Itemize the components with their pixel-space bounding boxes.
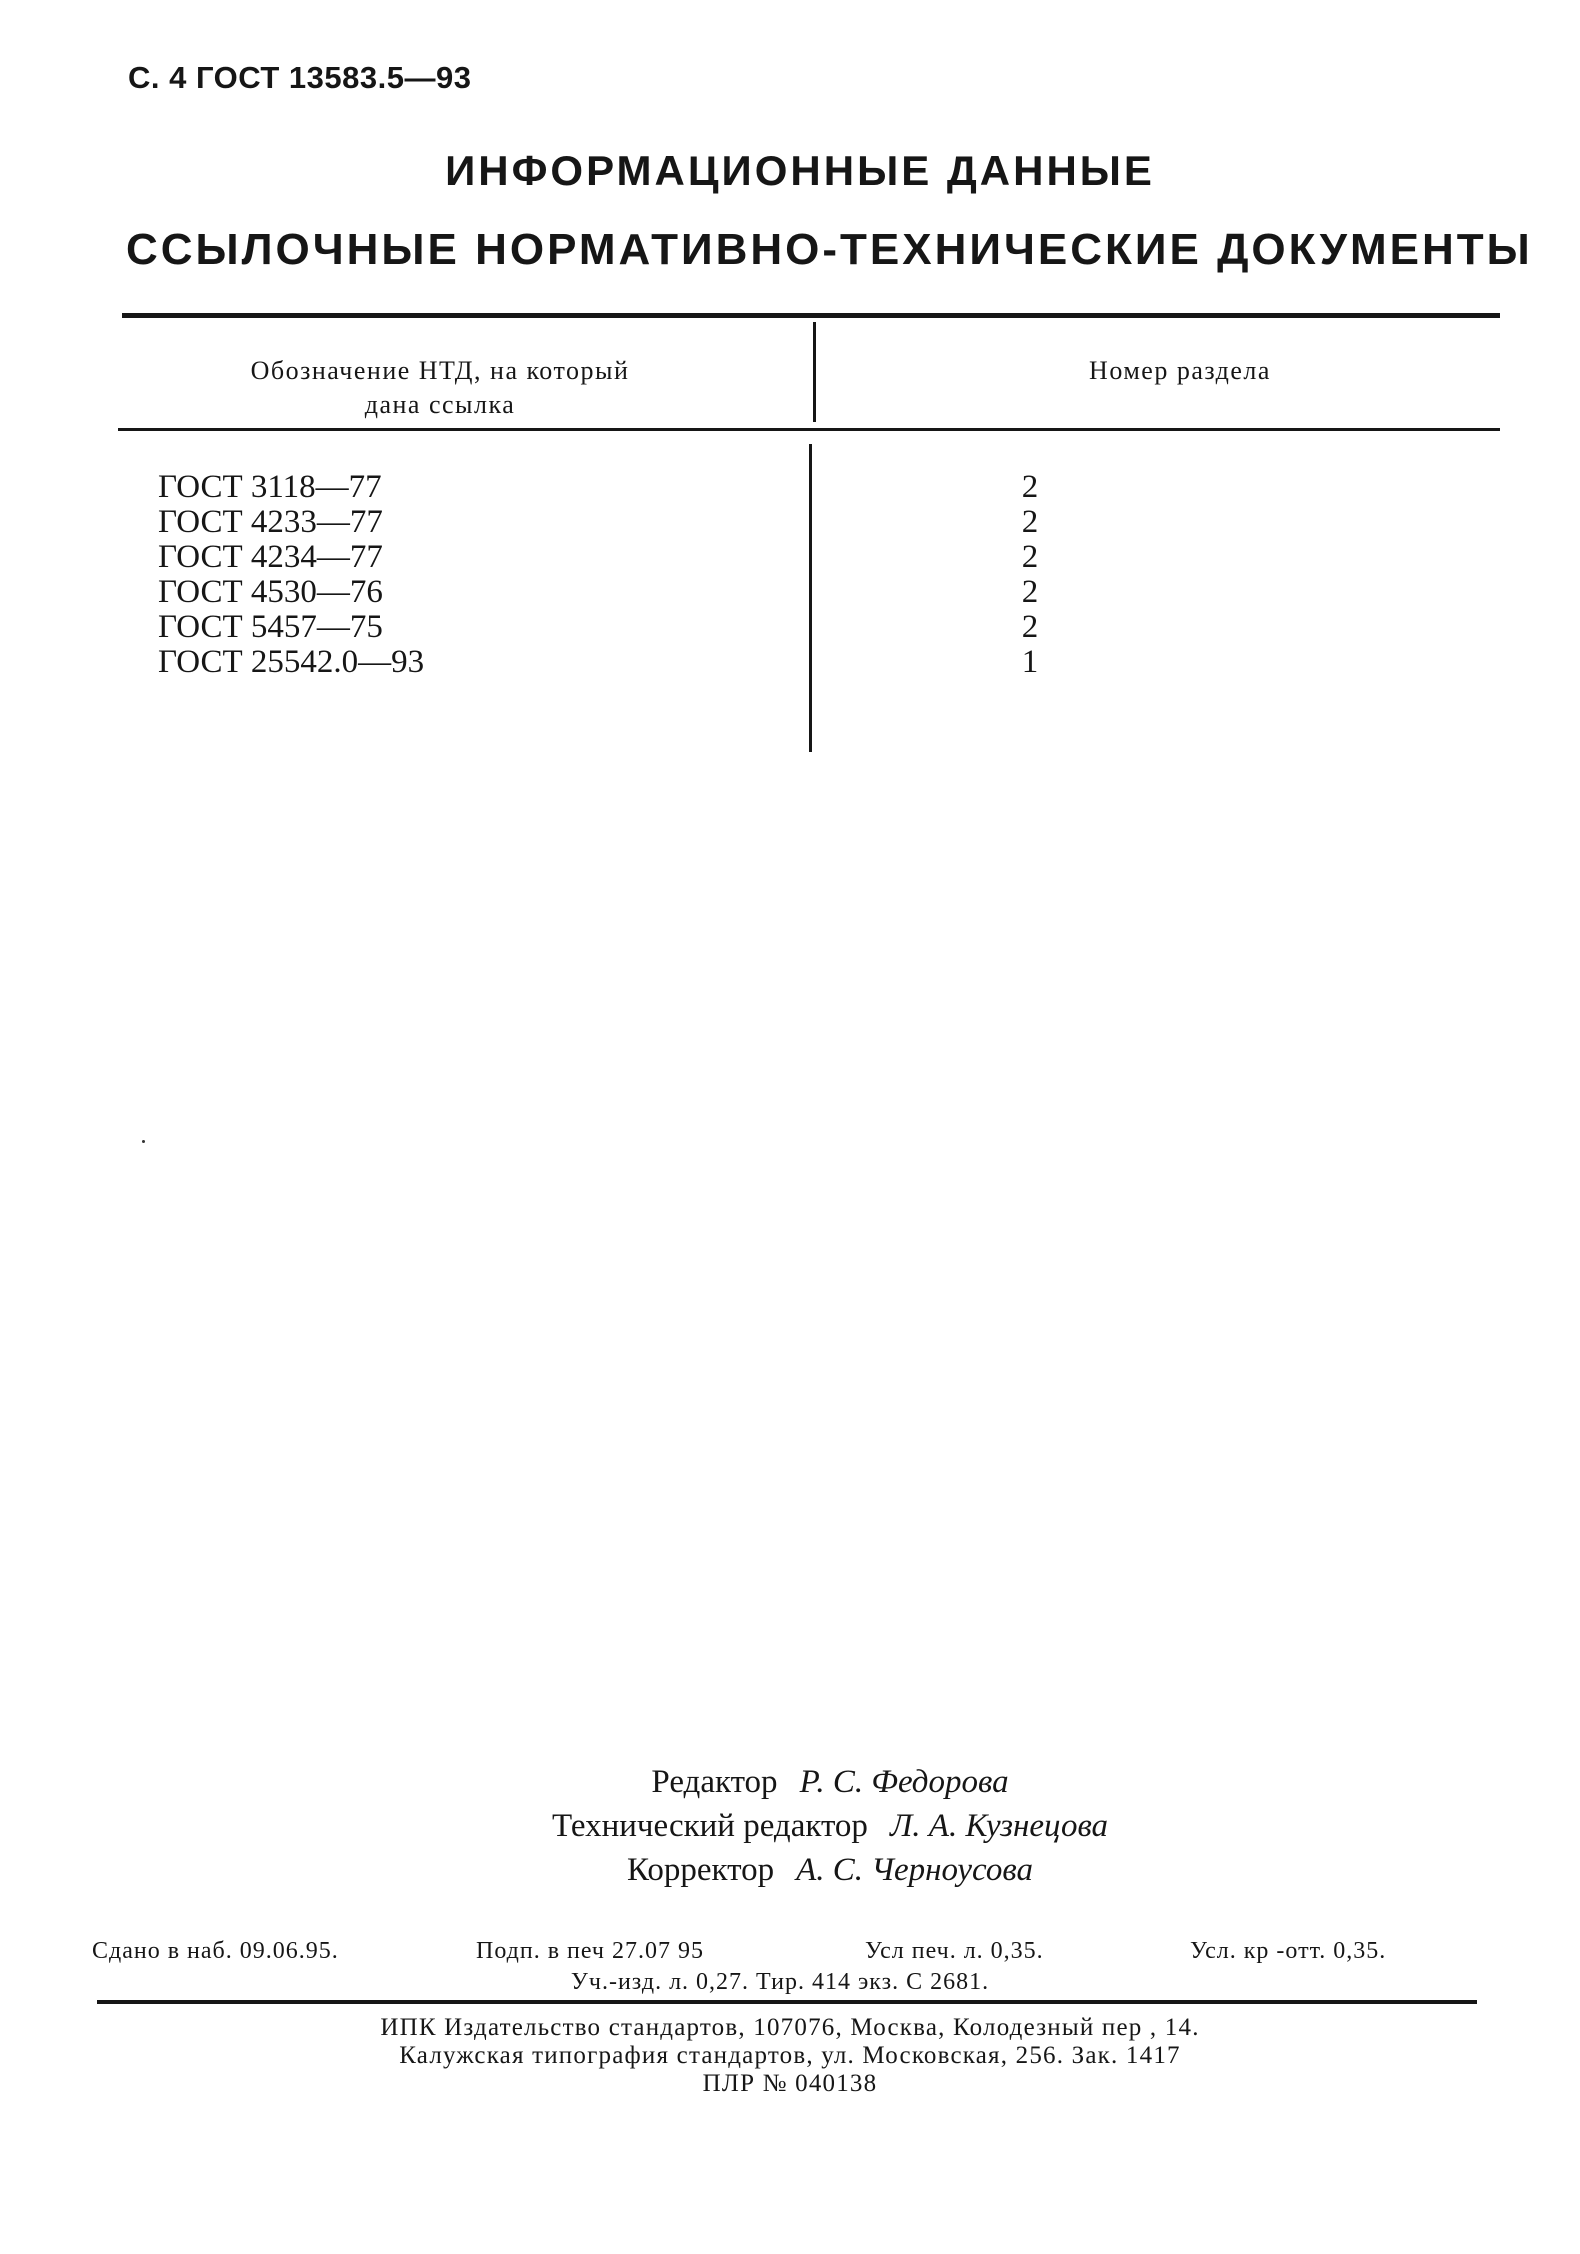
table-row-section: 2 xyxy=(1021,574,1039,610)
print-speck xyxy=(142,1140,145,1143)
page-header: С. 4 ГОСТ 13583.5—93 xyxy=(128,60,472,95)
section-list xyxy=(990,470,1070,680)
table-row-section: 2 xyxy=(1021,539,1039,575)
credit-editor xyxy=(300,1760,1360,1804)
table-row-document: ГОСТ 5457—75 xyxy=(158,609,383,645)
credits-block xyxy=(300,1760,1360,1892)
credit-name: Р. С. Федорова xyxy=(799,1764,1009,1800)
column-header-section xyxy=(880,354,1480,388)
column-header-document xyxy=(140,354,740,422)
table-column-divider-header xyxy=(813,322,816,422)
table-row-section: 2 xyxy=(1021,469,1039,505)
credit-role: Корректор xyxy=(627,1852,775,1888)
table-column-divider-body xyxy=(809,444,812,752)
table-row-document: ГОСТ 25542.0—93 xyxy=(158,644,425,680)
credit-technical-editor xyxy=(300,1804,1360,1848)
imprint-printing-house: Калужская типография стандартов, ул. Московская, 256. Зак. 1417 xyxy=(399,2042,1181,2069)
table-row-document: ГОСТ 4234—77 xyxy=(158,539,383,575)
table-top-rule xyxy=(122,313,1500,318)
credit-role: Технический редактор xyxy=(551,1808,868,1844)
title-reference-documents: ССЫЛОЧНЫЕ НОРМАТИВНО-ТЕХНИЧЕСКИЕ ДОКУМЕНТЫ xyxy=(126,225,1533,274)
credit-proofreader xyxy=(300,1848,1360,1892)
imprint-license: ПЛР № 040138 xyxy=(702,2070,878,2097)
column-header-document-line1: Обозначение НТД, на который xyxy=(250,356,630,385)
column-header-document-line2: дана ссылка xyxy=(364,390,516,419)
credit-name: Л. А. Кузнецова xyxy=(889,1808,1109,1844)
pub-color-prints: Усл. кр -отт. 0,35. xyxy=(1190,1938,1387,1964)
imprint-block xyxy=(260,2014,1320,2098)
pub-edition-line: Уч.-изд. л. 0,27. Тир. 414 экз. С 2681. xyxy=(570,1969,990,1995)
table-row-document: ГОСТ 4530—76 xyxy=(158,574,383,610)
imprint-publisher: ИПК Издательство стандартов, 107076, Москва, Колодезный пер , 14. xyxy=(380,2014,1200,2041)
table-row-section: 2 xyxy=(1021,609,1039,645)
credit-role: Редактор xyxy=(651,1764,778,1800)
table-row-section: 2 xyxy=(1021,504,1039,540)
title-information-data: ИНФОРМАЦИОННЫЕ ДАННЫЕ xyxy=(445,147,1155,194)
table-row-document: ГОСТ 4233—77 xyxy=(158,504,383,540)
imprint-rule xyxy=(97,2000,1477,2004)
pub-print-sheets: Усл печ. л. 0,35. xyxy=(865,1938,1044,1964)
document-list xyxy=(158,470,778,680)
table-row-document: ГОСТ 3118—77 xyxy=(158,469,382,505)
pub-sent: Сдано в наб. 09.06.95. xyxy=(92,1938,339,1964)
credit-name: А. С. Черноусова xyxy=(796,1852,1033,1888)
column-header-section-text: Номер раздела xyxy=(1089,356,1271,385)
pub-signed: Подп. в печ 27.07 95 xyxy=(476,1938,704,1964)
table-row-section: 1 xyxy=(1021,644,1039,680)
table-header-rule xyxy=(118,428,1500,431)
